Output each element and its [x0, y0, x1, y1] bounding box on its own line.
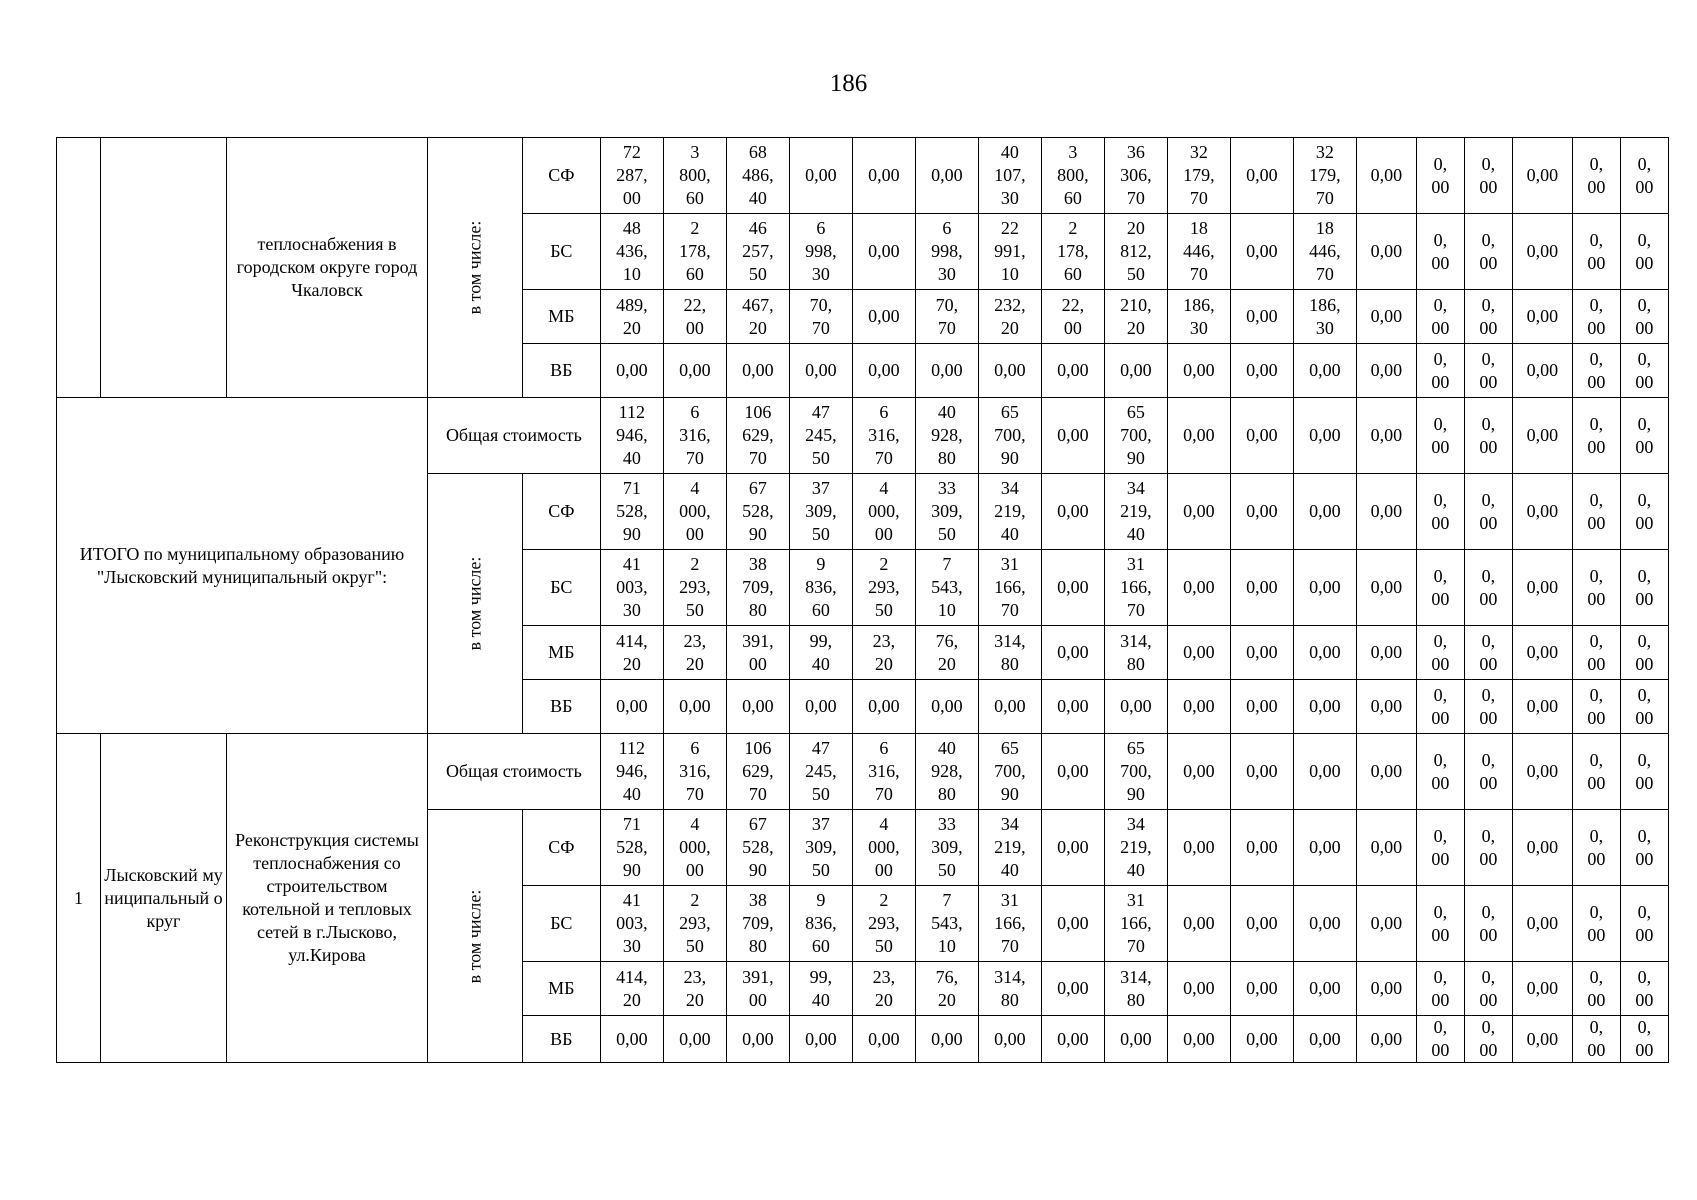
value-cell: 0,00 — [915, 1016, 978, 1063]
value-cell: 0,00 — [1104, 680, 1167, 734]
value-cell: 0, 00 — [1464, 734, 1512, 810]
value-cell: 0, 00 — [1464, 626, 1512, 680]
value-cell: 0,00 — [1512, 962, 1572, 1016]
value-cell: 31 166, 70 — [1104, 886, 1167, 962]
value-cell: 0, 00 — [1620, 734, 1668, 810]
value-cell: 0, 00 — [1620, 214, 1668, 290]
district-name: Лысковский муниципальный округ — [101, 734, 227, 1063]
value-cell: 0,00 — [789, 344, 852, 398]
value-cell: 4 000, 00 — [663, 810, 726, 886]
value-cell: 0,00 — [978, 344, 1041, 398]
including-vertical-label: в том числе: — [428, 810, 523, 1063]
page-number: 186 — [829, 70, 868, 97]
value-cell: 0,00 — [1356, 290, 1416, 344]
value-cell: 0, 00 — [1572, 474, 1620, 550]
value-cell: 106 629, 70 — [726, 734, 789, 810]
value-cell: 0,00 — [1512, 398, 1572, 474]
value-cell: 0, 00 — [1416, 138, 1464, 214]
value-cell: 2 178, 60 — [663, 214, 726, 290]
value-cell: 391, 00 — [726, 626, 789, 680]
value-cell: 6 316, 70 — [852, 398, 915, 474]
value-cell: 0,00 — [663, 344, 726, 398]
value-cell: 0, 00 — [1464, 344, 1512, 398]
value-cell: 0,00 — [1230, 886, 1293, 962]
value-cell: 0,00 — [1512, 474, 1572, 550]
value-cell: 0,00 — [1167, 962, 1230, 1016]
value-cell: 76, 20 — [915, 626, 978, 680]
value-cell: 22, 00 — [663, 290, 726, 344]
value-cell: 0, 00 — [1572, 290, 1620, 344]
value-cell: 0,00 — [1041, 680, 1104, 734]
value-cell: 0,00 — [1356, 474, 1416, 550]
value-cell: 0,00 — [1512, 214, 1572, 290]
value-cell: 65 700, 90 — [1104, 734, 1167, 810]
value-cell: 0, 00 — [1620, 886, 1668, 962]
value-cell: 0, 00 — [1416, 886, 1464, 962]
value-cell: 32 179, 70 — [1167, 138, 1230, 214]
value-cell: 0,00 — [1230, 810, 1293, 886]
value-cell: 65 700, 90 — [978, 734, 1041, 810]
value-cell: 0,00 — [1293, 344, 1356, 398]
value-cell: 0,00 — [978, 1016, 1041, 1063]
value-cell: 0,00 — [915, 138, 978, 214]
value-cell: 38 709, 80 — [726, 886, 789, 962]
value-cell: 0,00 — [852, 344, 915, 398]
value-cell: 0,00 — [1167, 344, 1230, 398]
value-cell: 0, 00 — [1464, 398, 1512, 474]
value-cell: 0, 00 — [1620, 810, 1668, 886]
value-cell: 47 245, 50 — [789, 734, 852, 810]
value-cell: 0, 00 — [1416, 962, 1464, 1016]
value-cell: 2 293, 50 — [852, 886, 915, 962]
value-cell: 40 928, 80 — [915, 398, 978, 474]
value-cell: 47 245, 50 — [789, 398, 852, 474]
value-cell: 0, 00 — [1572, 626, 1620, 680]
value-cell: 0,00 — [1512, 290, 1572, 344]
value-cell: 0,00 — [1230, 734, 1293, 810]
value-cell: 0,00 — [1230, 962, 1293, 1016]
district-empty — [101, 138, 227, 398]
value-cell: 23, 20 — [852, 962, 915, 1016]
value-cell: 0, 00 — [1620, 398, 1668, 474]
value-cell: 0,00 — [1230, 290, 1293, 344]
value-cell: 391, 00 — [726, 962, 789, 1016]
value-cell: 0, 00 — [1464, 1016, 1512, 1063]
fund-label-mb: МБ — [522, 962, 600, 1016]
fund-label-bs: БС — [522, 550, 600, 626]
value-cell: 0,00 — [1293, 474, 1356, 550]
fund-label-sf: СФ — [522, 138, 600, 214]
value-cell: 0,00 — [1356, 344, 1416, 398]
value-cell: 0, 00 — [1572, 734, 1620, 810]
value-cell: 0,00 — [1356, 626, 1416, 680]
value-cell: 65 700, 90 — [978, 398, 1041, 474]
value-cell: 0, 00 — [1416, 344, 1464, 398]
value-cell: 65 700, 90 — [1104, 398, 1167, 474]
value-cell: 0,00 — [1167, 550, 1230, 626]
value-cell: 0, 00 — [1416, 734, 1464, 810]
value-cell: 38 709, 80 — [726, 550, 789, 626]
value-cell: 314, 80 — [1104, 626, 1167, 680]
value-cell: 414, 20 — [600, 962, 663, 1016]
value-cell: 0,00 — [1356, 550, 1416, 626]
value-cell: 34 219, 40 — [978, 810, 1041, 886]
value-cell: 0,00 — [852, 680, 915, 734]
value-cell: 106 629, 70 — [726, 398, 789, 474]
value-cell: 0, 00 — [1620, 344, 1668, 398]
value-cell: 41 003, 30 — [600, 550, 663, 626]
fund-label-mb: МБ — [522, 626, 600, 680]
value-cell: 0,00 — [915, 344, 978, 398]
value-cell: 33 309, 50 — [915, 474, 978, 550]
value-cell: 0,00 — [1293, 550, 1356, 626]
value-cell: 0,00 — [1293, 810, 1356, 886]
value-cell: 0,00 — [1230, 680, 1293, 734]
value-cell: 18 446, 70 — [1167, 214, 1230, 290]
value-cell: 0,00 — [1356, 810, 1416, 886]
value-cell: 0,00 — [1512, 680, 1572, 734]
value-cell: 6 316, 70 — [663, 398, 726, 474]
value-cell: 314, 80 — [1104, 962, 1167, 1016]
value-cell: 0, 00 — [1464, 810, 1512, 886]
value-cell: 0,00 — [1356, 1016, 1416, 1063]
value-cell: 210, 20 — [1104, 290, 1167, 344]
value-cell: 0,00 — [1041, 810, 1104, 886]
fund-label-vb: ВБ — [522, 680, 600, 734]
value-cell: 0,00 — [1041, 1016, 1104, 1063]
value-cell: 0,00 — [1356, 680, 1416, 734]
value-cell: 0, 00 — [1620, 680, 1668, 734]
value-cell: 0,00 — [1230, 550, 1293, 626]
value-cell: 0,00 — [1293, 680, 1356, 734]
value-cell: 0,00 — [663, 680, 726, 734]
value-cell: 186, 30 — [1293, 290, 1356, 344]
value-cell: 22 991, 10 — [978, 214, 1041, 290]
value-cell: 6 998, 30 — [915, 214, 978, 290]
value-cell: 2 293, 50 — [663, 886, 726, 962]
value-cell: 99, 40 — [789, 962, 852, 1016]
value-cell: 0,00 — [1167, 1016, 1230, 1063]
fund-label-sf: СФ — [522, 810, 600, 886]
value-cell: 23, 20 — [663, 626, 726, 680]
including-vertical-label: в том числе: — [428, 138, 523, 398]
value-cell: 0, 00 — [1620, 474, 1668, 550]
value-cell: 2 293, 50 — [663, 550, 726, 626]
fund-label-bs: БС — [522, 214, 600, 290]
value-cell: 0,00 — [1230, 474, 1293, 550]
value-cell: 0,00 — [1167, 626, 1230, 680]
value-cell: 0, 00 — [1464, 290, 1512, 344]
value-cell: 70, 70 — [789, 290, 852, 344]
value-cell: 0,00 — [1041, 734, 1104, 810]
value-cell: 71 528, 90 — [600, 474, 663, 550]
item-number: 1 — [57, 734, 101, 1063]
value-cell: 0,00 — [1512, 550, 1572, 626]
value-cell: 0,00 — [1167, 474, 1230, 550]
value-cell: 23, 20 — [852, 626, 915, 680]
budget-table — [56, 137, 1669, 1063]
value-cell: 0,00 — [852, 138, 915, 214]
value-cell: 20 812, 50 — [1104, 214, 1167, 290]
value-cell: 0,00 — [852, 1016, 915, 1063]
value-cell: 0,00 — [1356, 886, 1416, 962]
value-cell: 0, 00 — [1464, 474, 1512, 550]
value-cell: 0,00 — [663, 1016, 726, 1063]
fund-label-vb: ВБ — [522, 1016, 600, 1063]
value-cell: 0,00 — [1356, 734, 1416, 810]
value-cell: 0,00 — [1293, 626, 1356, 680]
value-cell: 0,00 — [1104, 1016, 1167, 1063]
value-cell: 0,00 — [978, 680, 1041, 734]
value-cell: 72 287, 00 — [600, 138, 663, 214]
value-cell: 0, 00 — [1572, 138, 1620, 214]
value-cell: 7 543, 10 — [915, 886, 978, 962]
value-cell: 186, 30 — [1167, 290, 1230, 344]
value-cell: 0,00 — [915, 680, 978, 734]
value-cell: 0, 00 — [1416, 810, 1464, 886]
value-cell: 314, 80 — [978, 962, 1041, 1016]
value-cell: 46 257, 50 — [726, 214, 789, 290]
value-cell: 0,00 — [1512, 886, 1572, 962]
value-cell: 467, 20 — [726, 290, 789, 344]
value-cell: 0,00 — [1167, 398, 1230, 474]
value-cell: 0,00 — [1041, 962, 1104, 1016]
row-number-empty — [57, 138, 101, 398]
value-cell: 0,00 — [1041, 550, 1104, 626]
value-cell: 0,00 — [789, 138, 852, 214]
value-cell: 0,00 — [726, 344, 789, 398]
value-cell: 4 000, 00 — [663, 474, 726, 550]
value-cell: 112 946, 40 — [600, 398, 663, 474]
value-cell: 0, 00 — [1620, 626, 1668, 680]
value-cell: 0,00 — [789, 680, 852, 734]
fund-label-sf: СФ — [522, 474, 600, 550]
value-cell: 0,00 — [1356, 214, 1416, 290]
value-cell: 0,00 — [600, 1016, 663, 1063]
value-cell: 0,00 — [1041, 626, 1104, 680]
value-cell: 0,00 — [1104, 344, 1167, 398]
value-cell: 0, 00 — [1464, 680, 1512, 734]
value-cell: 68 486, 40 — [726, 138, 789, 214]
value-cell: 112 946, 40 — [600, 734, 663, 810]
total-cost-label: Общая стоимость — [428, 398, 601, 474]
value-cell: 0, 00 — [1416, 398, 1464, 474]
value-cell: 2 178, 60 — [1041, 214, 1104, 290]
total-cost-label: Общая стоимость — [428, 734, 601, 810]
value-cell: 6 316, 70 — [852, 734, 915, 810]
value-cell: 6 316, 70 — [663, 734, 726, 810]
value-cell: 31 166, 70 — [1104, 550, 1167, 626]
value-cell: 40 928, 80 — [915, 734, 978, 810]
value-cell: 0,00 — [1230, 398, 1293, 474]
value-cell: 0, 00 — [1620, 962, 1668, 1016]
value-cell: 0, 00 — [1464, 550, 1512, 626]
value-cell: 0,00 — [1512, 138, 1572, 214]
value-cell: 67 528, 90 — [726, 810, 789, 886]
value-cell: 34 219, 40 — [1104, 474, 1167, 550]
value-cell: 0,00 — [1293, 1016, 1356, 1063]
value-cell: 0,00 — [600, 344, 663, 398]
value-cell: 0, 00 — [1416, 474, 1464, 550]
value-cell: 0,00 — [1512, 810, 1572, 886]
value-cell: 34 219, 40 — [978, 474, 1041, 550]
value-cell: 0, 00 — [1572, 398, 1620, 474]
value-cell: 99, 40 — [789, 626, 852, 680]
value-cell: 0,00 — [1293, 734, 1356, 810]
value-cell: 0,00 — [1512, 734, 1572, 810]
value-cell: 67 528, 90 — [726, 474, 789, 550]
value-cell: 31 166, 70 — [978, 886, 1041, 962]
value-cell: 7 543, 10 — [915, 550, 978, 626]
value-cell: 0,00 — [1356, 398, 1416, 474]
value-cell: 0, 00 — [1620, 1016, 1668, 1063]
value-cell: 23, 20 — [663, 962, 726, 1016]
fund-label-bs: БС — [522, 886, 600, 962]
value-cell: 0,00 — [1230, 1016, 1293, 1063]
value-cell: 48 436, 10 — [600, 214, 663, 290]
value-cell: 232, 20 — [978, 290, 1041, 344]
value-cell: 0, 00 — [1572, 1016, 1620, 1063]
value-cell: 4 000, 00 — [852, 474, 915, 550]
value-cell: 0,00 — [1041, 398, 1104, 474]
value-cell: 0, 00 — [1620, 138, 1668, 214]
value-cell: 34 219, 40 — [1104, 810, 1167, 886]
value-cell: 0,00 — [726, 680, 789, 734]
value-cell: 314, 80 — [978, 626, 1041, 680]
value-cell: 0, 00 — [1464, 214, 1512, 290]
value-cell: 0, 00 — [1464, 138, 1512, 214]
value-cell: 0,00 — [600, 680, 663, 734]
fund-label-vb: ВБ — [522, 344, 600, 398]
value-cell: 32 179, 70 — [1293, 138, 1356, 214]
value-cell: 3 800, 60 — [1041, 138, 1104, 214]
value-cell: 71 528, 90 — [600, 810, 663, 886]
value-cell: 70, 70 — [915, 290, 978, 344]
value-cell: 37 309, 50 — [789, 810, 852, 886]
value-cell: 22, 00 — [1041, 290, 1104, 344]
project-title-continued: теплоснабжения в городском округе город Чкаловск — [227, 138, 428, 398]
value-cell: 40 107, 30 — [978, 138, 1041, 214]
value-cell: 0, 00 — [1416, 1016, 1464, 1063]
value-cell: 0,00 — [1230, 344, 1293, 398]
value-cell: 0,00 — [1167, 810, 1230, 886]
value-cell: 3 800, 60 — [663, 138, 726, 214]
value-cell: 0, 00 — [1620, 290, 1668, 344]
value-cell: 0, 00 — [1572, 344, 1620, 398]
value-cell: 6 998, 30 — [789, 214, 852, 290]
value-cell: 76, 20 — [915, 962, 978, 1016]
value-cell: 0,00 — [789, 1016, 852, 1063]
value-cell: 0,00 — [1230, 138, 1293, 214]
including-vertical-label: в том числе: — [428, 474, 523, 734]
value-cell: 0,00 — [1167, 680, 1230, 734]
value-cell: 0, 00 — [1572, 886, 1620, 962]
value-cell: 41 003, 30 — [600, 886, 663, 962]
value-cell: 0, 00 — [1464, 886, 1512, 962]
value-cell: 0,00 — [1230, 214, 1293, 290]
value-cell: 0, 00 — [1572, 680, 1620, 734]
value-cell: 0,00 — [1230, 626, 1293, 680]
value-cell: 0, 00 — [1416, 214, 1464, 290]
value-cell: 0, 00 — [1416, 626, 1464, 680]
value-cell: 0, 00 — [1416, 290, 1464, 344]
value-cell: 0,00 — [1293, 886, 1356, 962]
value-cell: 4 000, 00 — [852, 810, 915, 886]
municipal-total-title: ИТОГО по муниципальному образованию "Лысковский муниципальный округ": — [57, 398, 428, 734]
value-cell: 0,00 — [1356, 138, 1416, 214]
value-cell: 33 309, 50 — [915, 810, 978, 886]
value-cell: 0, 00 — [1572, 550, 1620, 626]
value-cell: 0, 00 — [1416, 680, 1464, 734]
value-cell: 0,00 — [1293, 962, 1356, 1016]
value-cell: 0,00 — [1041, 344, 1104, 398]
value-cell: 0,00 — [852, 214, 915, 290]
value-cell: 9 836, 60 — [789, 550, 852, 626]
value-cell: 0, 00 — [1620, 550, 1668, 626]
value-cell: 18 446, 70 — [1293, 214, 1356, 290]
fund-label-mb: МБ — [522, 290, 600, 344]
value-cell: 2 293, 50 — [852, 550, 915, 626]
value-cell: 489, 20 — [600, 290, 663, 344]
value-cell: 0,00 — [1041, 886, 1104, 962]
value-cell: 0,00 — [1512, 1016, 1572, 1063]
value-cell: 0,00 — [1167, 886, 1230, 962]
value-cell: 36 306, 70 — [1104, 138, 1167, 214]
project-name: Реконструкция системы теплоснабжения со строительством котельной и тепловых сетей в г.Лысково, ул.Кирова — [227, 734, 428, 1063]
value-cell: 0, 00 — [1464, 962, 1512, 1016]
value-cell: 0, 00 — [1416, 550, 1464, 626]
value-cell: 0, 00 — [1572, 214, 1620, 290]
value-cell: 0,00 — [1356, 962, 1416, 1016]
value-cell: 0, 00 — [1572, 962, 1620, 1016]
value-cell: 0,00 — [1293, 398, 1356, 474]
value-cell: 37 309, 50 — [789, 474, 852, 550]
value-cell: 31 166, 70 — [978, 550, 1041, 626]
value-cell: 0,00 — [726, 1016, 789, 1063]
value-cell: 0,00 — [1512, 344, 1572, 398]
value-cell: 0,00 — [1041, 474, 1104, 550]
value-cell: 9 836, 60 — [789, 886, 852, 962]
value-cell: 0, 00 — [1572, 810, 1620, 886]
value-cell: 0,00 — [1512, 626, 1572, 680]
value-cell: 414, 20 — [600, 626, 663, 680]
value-cell: 0,00 — [852, 290, 915, 344]
value-cell: 0,00 — [1167, 734, 1230, 810]
